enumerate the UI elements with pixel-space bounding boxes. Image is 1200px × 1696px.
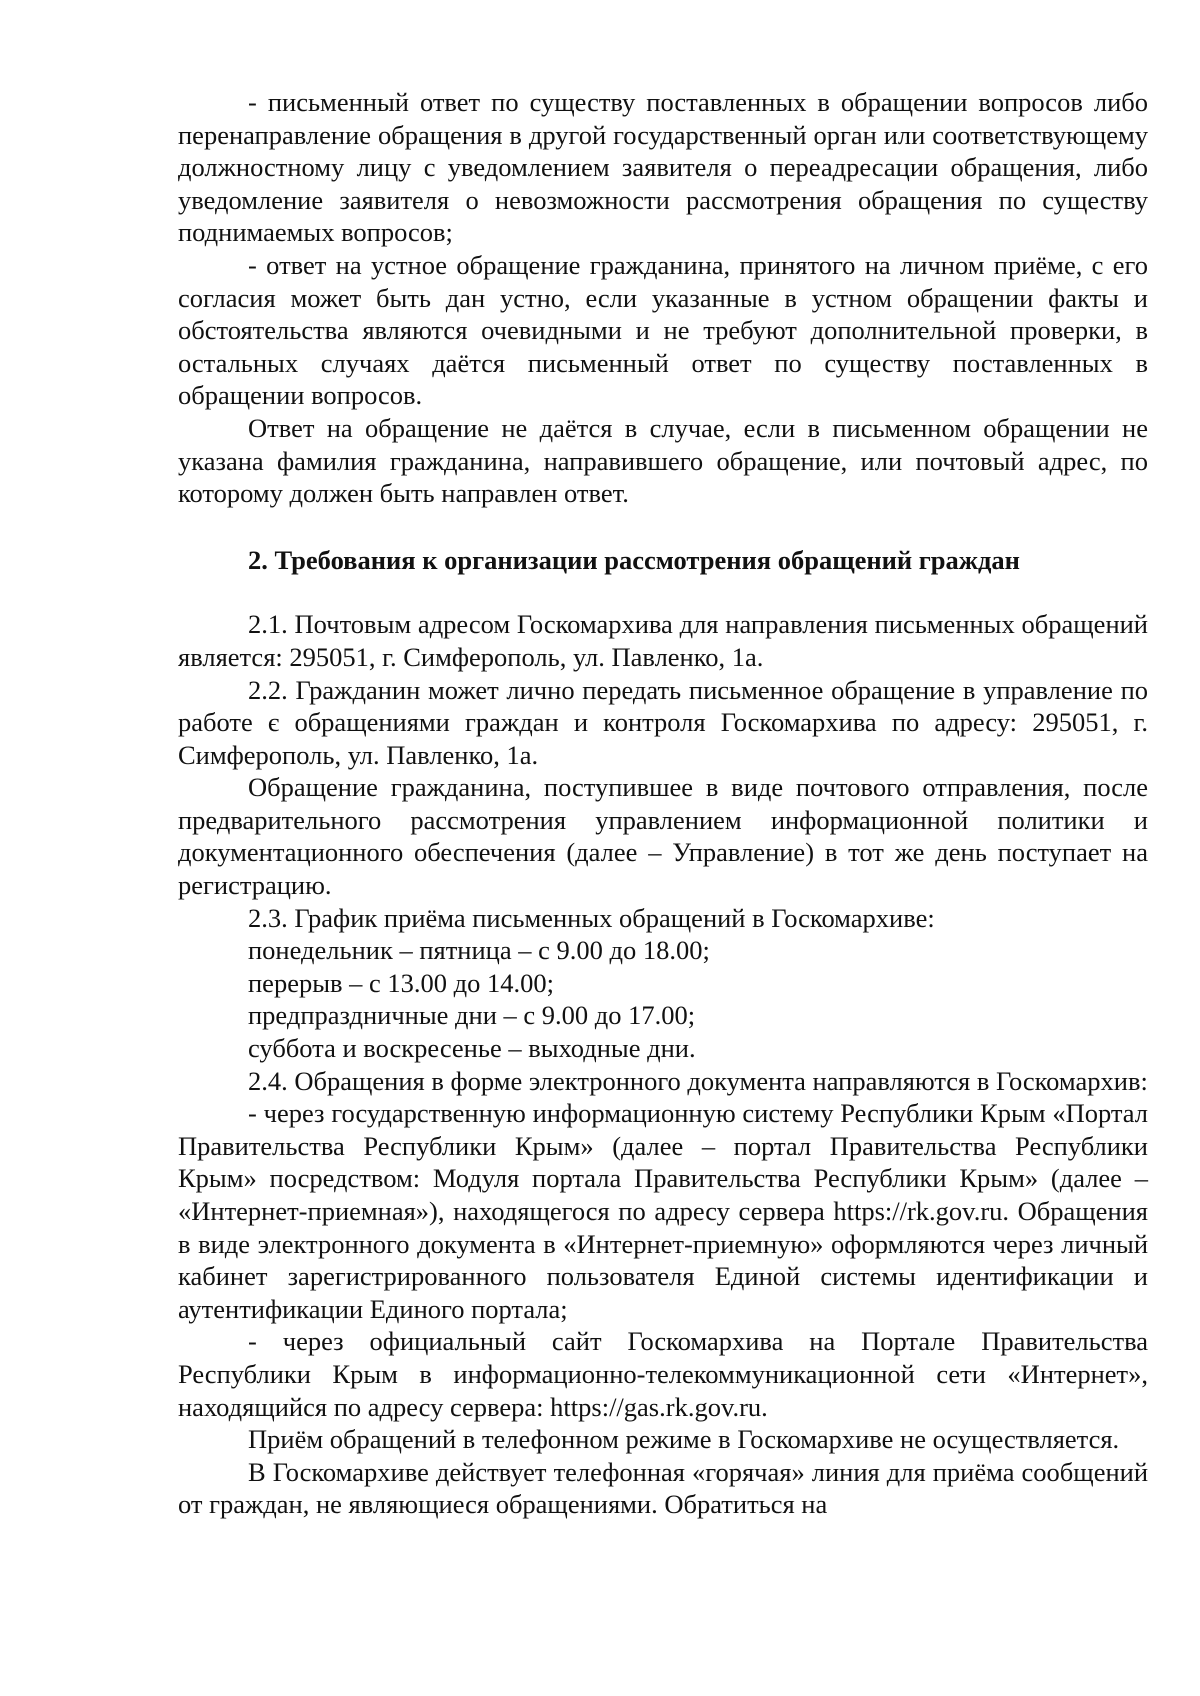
paragraph-gov-portal: - через государственную информационную систему Республики Крым «Портал Правительства Республики Крым» (далее – портал Правительства Республики Крым» посредством: Модуля портала Правительства Республики Крым» (далее – «Интернет-приемная»), находящегося по адресу сервера https://rk.gov.ru. Обращения в виде электронного документа в «Интернет-приемную» оформляются через личный кабинет зарегистрированного пользователя Единой системы идентификации и аутентификации Единого портала; <box>178 1098 1148 1324</box>
schedule-title: 2.3. График приёма письменных обращений в Госкомархиве: <box>248 902 935 933</box>
paragraph-2-1: 2.1. Почтовым адресом Госкомархива для направления письменных обращений является: 295051, г. Симферополь, ул. Павленко, 1а. <box>178 609 1148 672</box>
schedule-pre-holiday: предпраздничные дни – с 9.00 до 17.00; <box>248 1000 696 1031</box>
paragraph-written-answer: - письменный ответ по существу поставленных в обращении вопросов либо перенаправление обращения в другой государственный орган или соответствующему должностному лицу с уведомлением заявителя о переадресации обращения, либо уведомление заявителя о невозможности рассмотрения обращения по существу поднимаемых вопросов; <box>178 87 1148 248</box>
document-body <box>178 86 1148 1521</box>
paragraph-2-4: 2.4. Обращения в форме электронного документа направляются в Госкомархив: <box>248 1065 1148 1096</box>
schedule-weekend: суббота и воскресенье – выходные дни. <box>248 1033 696 1064</box>
paragraph-no-phone: Приём обращений в телефонном режиме в Госкомархиве не осуществляется. <box>248 1424 1120 1455</box>
paragraph-no-answer: Ответ на обращение не даётся в случае, если в письменном обращении не указана фамилия гражданина, направившего обращение, или почтовый адрес, по которому должен быть направлен ответ. <box>178 412 1148 509</box>
paragraph-postal-registration: Обращение гражданина, поступившее в виде почтового отправления, после предварительного рассмотрения управлением информационной политики и документационного обеспечения (далее – Управление) в тот же день поступает на регистрацию. <box>178 772 1148 901</box>
schedule-break: перерыв – с 13.00 до 14.00; <box>248 967 555 998</box>
paragraph-hotline: В Госкомархиве действует телефонная «горячая» линия для приёма сообщений от граждан, не являющиеся обращениями. Обратиться на <box>178 1456 1148 1520</box>
section-heading: 2. Требования к организации рассмотрения обращений граждан <box>248 544 1020 575</box>
paragraph-2-2: 2.2. Гражданин может лично передать письменное обращение в управление по работе є обращениями граждан и контроля Госкомархива по адресу: 295051, г. Симферополь, ул. Павленко, 1а. <box>178 674 1148 770</box>
schedule-weekdays: понедельник – пятница – с 9.00 до 18.00; <box>248 935 710 966</box>
paragraph-official-site: - через официальный сайт Госкомархива на Портале Правительства Республики Крым в информационно-телекоммуникационной сети «Интернет», находящийся по адресу сервера: https://gas.rk.gov.ru. <box>178 1326 1148 1422</box>
paragraph-oral-answer: - ответ на устное обращение гражданина, принятого на личном приёме, с его согласия может быть дан устно, если указанные в устном обращении факты и обстоятельства являются очевидными и не требуют дополнительной проверки, в остальных случаях даётся письменный ответ по существу поставленных в обращении вопросов. <box>178 249 1148 411</box>
